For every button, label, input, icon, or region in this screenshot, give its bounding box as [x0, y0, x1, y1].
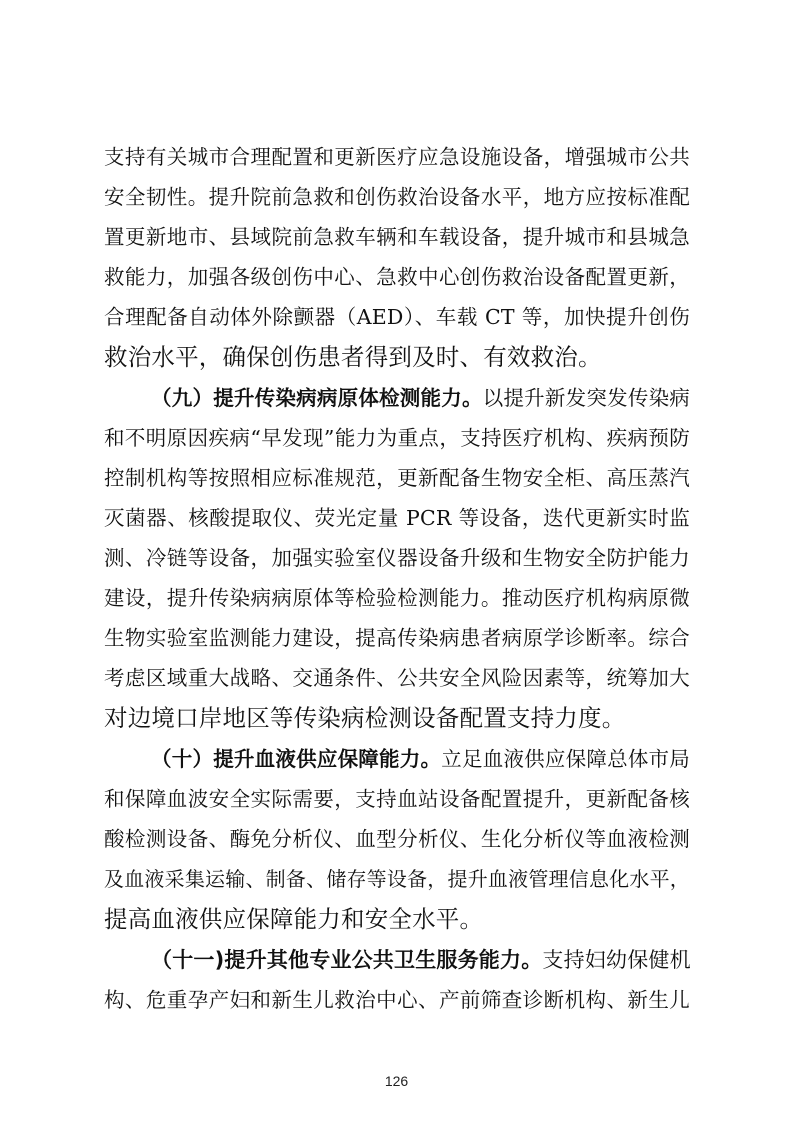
body-text-line: 提高血液供应保障能力和安全水平。 [104, 905, 484, 933]
body-text-line: 控制机构等按照相应标准规范，更新配备生物安全柜、高压蒸汽 [104, 466, 690, 490]
body-text-line: 灭菌器、核酸提取仪、荧光定量 PCR 等设备，迭代更新实时监 [104, 506, 690, 530]
body-text-line: 合理配备自动体外除颤器（AED）、车载 CT 等，加快提升创伤 [104, 305, 690, 329]
body-text-line: 救治水平，确保创伤患者得到及时、有效救治。 [104, 343, 602, 371]
page-number: 126 [384, 1073, 409, 1089]
body-text-line: 和不明原因疾病“早发现”能力为重点，支持医疗机构、疾病预防 [104, 426, 690, 450]
body-text-line: 置更新地市、县域院前急救车辆和车载设备，提升城市和县城急 [104, 225, 690, 249]
body-text-line: 酸检测设备、酶免分析仪、血型分析仪、生化分析仪等血液检测 [104, 827, 690, 851]
body-text-line: 对边境口岸地区等传染病检测设备配置支持力度。 [104, 704, 626, 732]
body-text-line: 建设，提升传染病病原体等检验检测能力。推动医疗机构病原微 [104, 586, 690, 610]
section-heading: （十）提升血液供应保障能力。 [151, 747, 442, 771]
body-text-line: 和保障血波安全实际需要，支持血站设备配置提升，更新配备核 [104, 787, 690, 811]
section-heading: （十一)提升其他专业公共卫生服务能力。 [151, 948, 543, 972]
body-text-line: 及血液采集运输、制备、储存等设备，提升血液管理信息化水平， [104, 867, 690, 891]
section-heading: （九）提升传染病病原体检测能力。 [151, 386, 483, 410]
body-text-line: 测、冷链等设备，加强实验室仪器设备升级和生物安全防护能力 [104, 546, 690, 570]
body-text-line: 安全韧性。提升院前急救和创伤救治设备水平，地方应按标准配 [104, 185, 690, 209]
section-first-line [151, 378, 690, 418]
body-text-line: 救能力，加强各级创伤中心、急救中心创伤救治设备配置更新， [104, 265, 690, 289]
body-text: 支持妇幼保健机 [542, 948, 691, 972]
body-text: 立足血液供应保障总体市局 [441, 747, 690, 771]
body-text-line: 考虑区域重大战略、交通条件、公共安全风险因素等，统筹加大 [104, 666, 690, 690]
body-text-line: 生物实验室监测能力建设，提高传染病患者病原学诊断率。综合 [104, 626, 690, 650]
section-first-line [151, 940, 690, 980]
body-text-line: 支持有关城市合理配置和更新医疗应急设施设备，增强城市公共 [104, 145, 690, 169]
section-first-line [151, 739, 690, 779]
body-text: 以提升新发突发传染病 [482, 386, 691, 410]
body-text-line: 构、危重孕产妇和新生儿救治中心、产前筛查诊断机构、新生儿 [104, 988, 690, 1012]
